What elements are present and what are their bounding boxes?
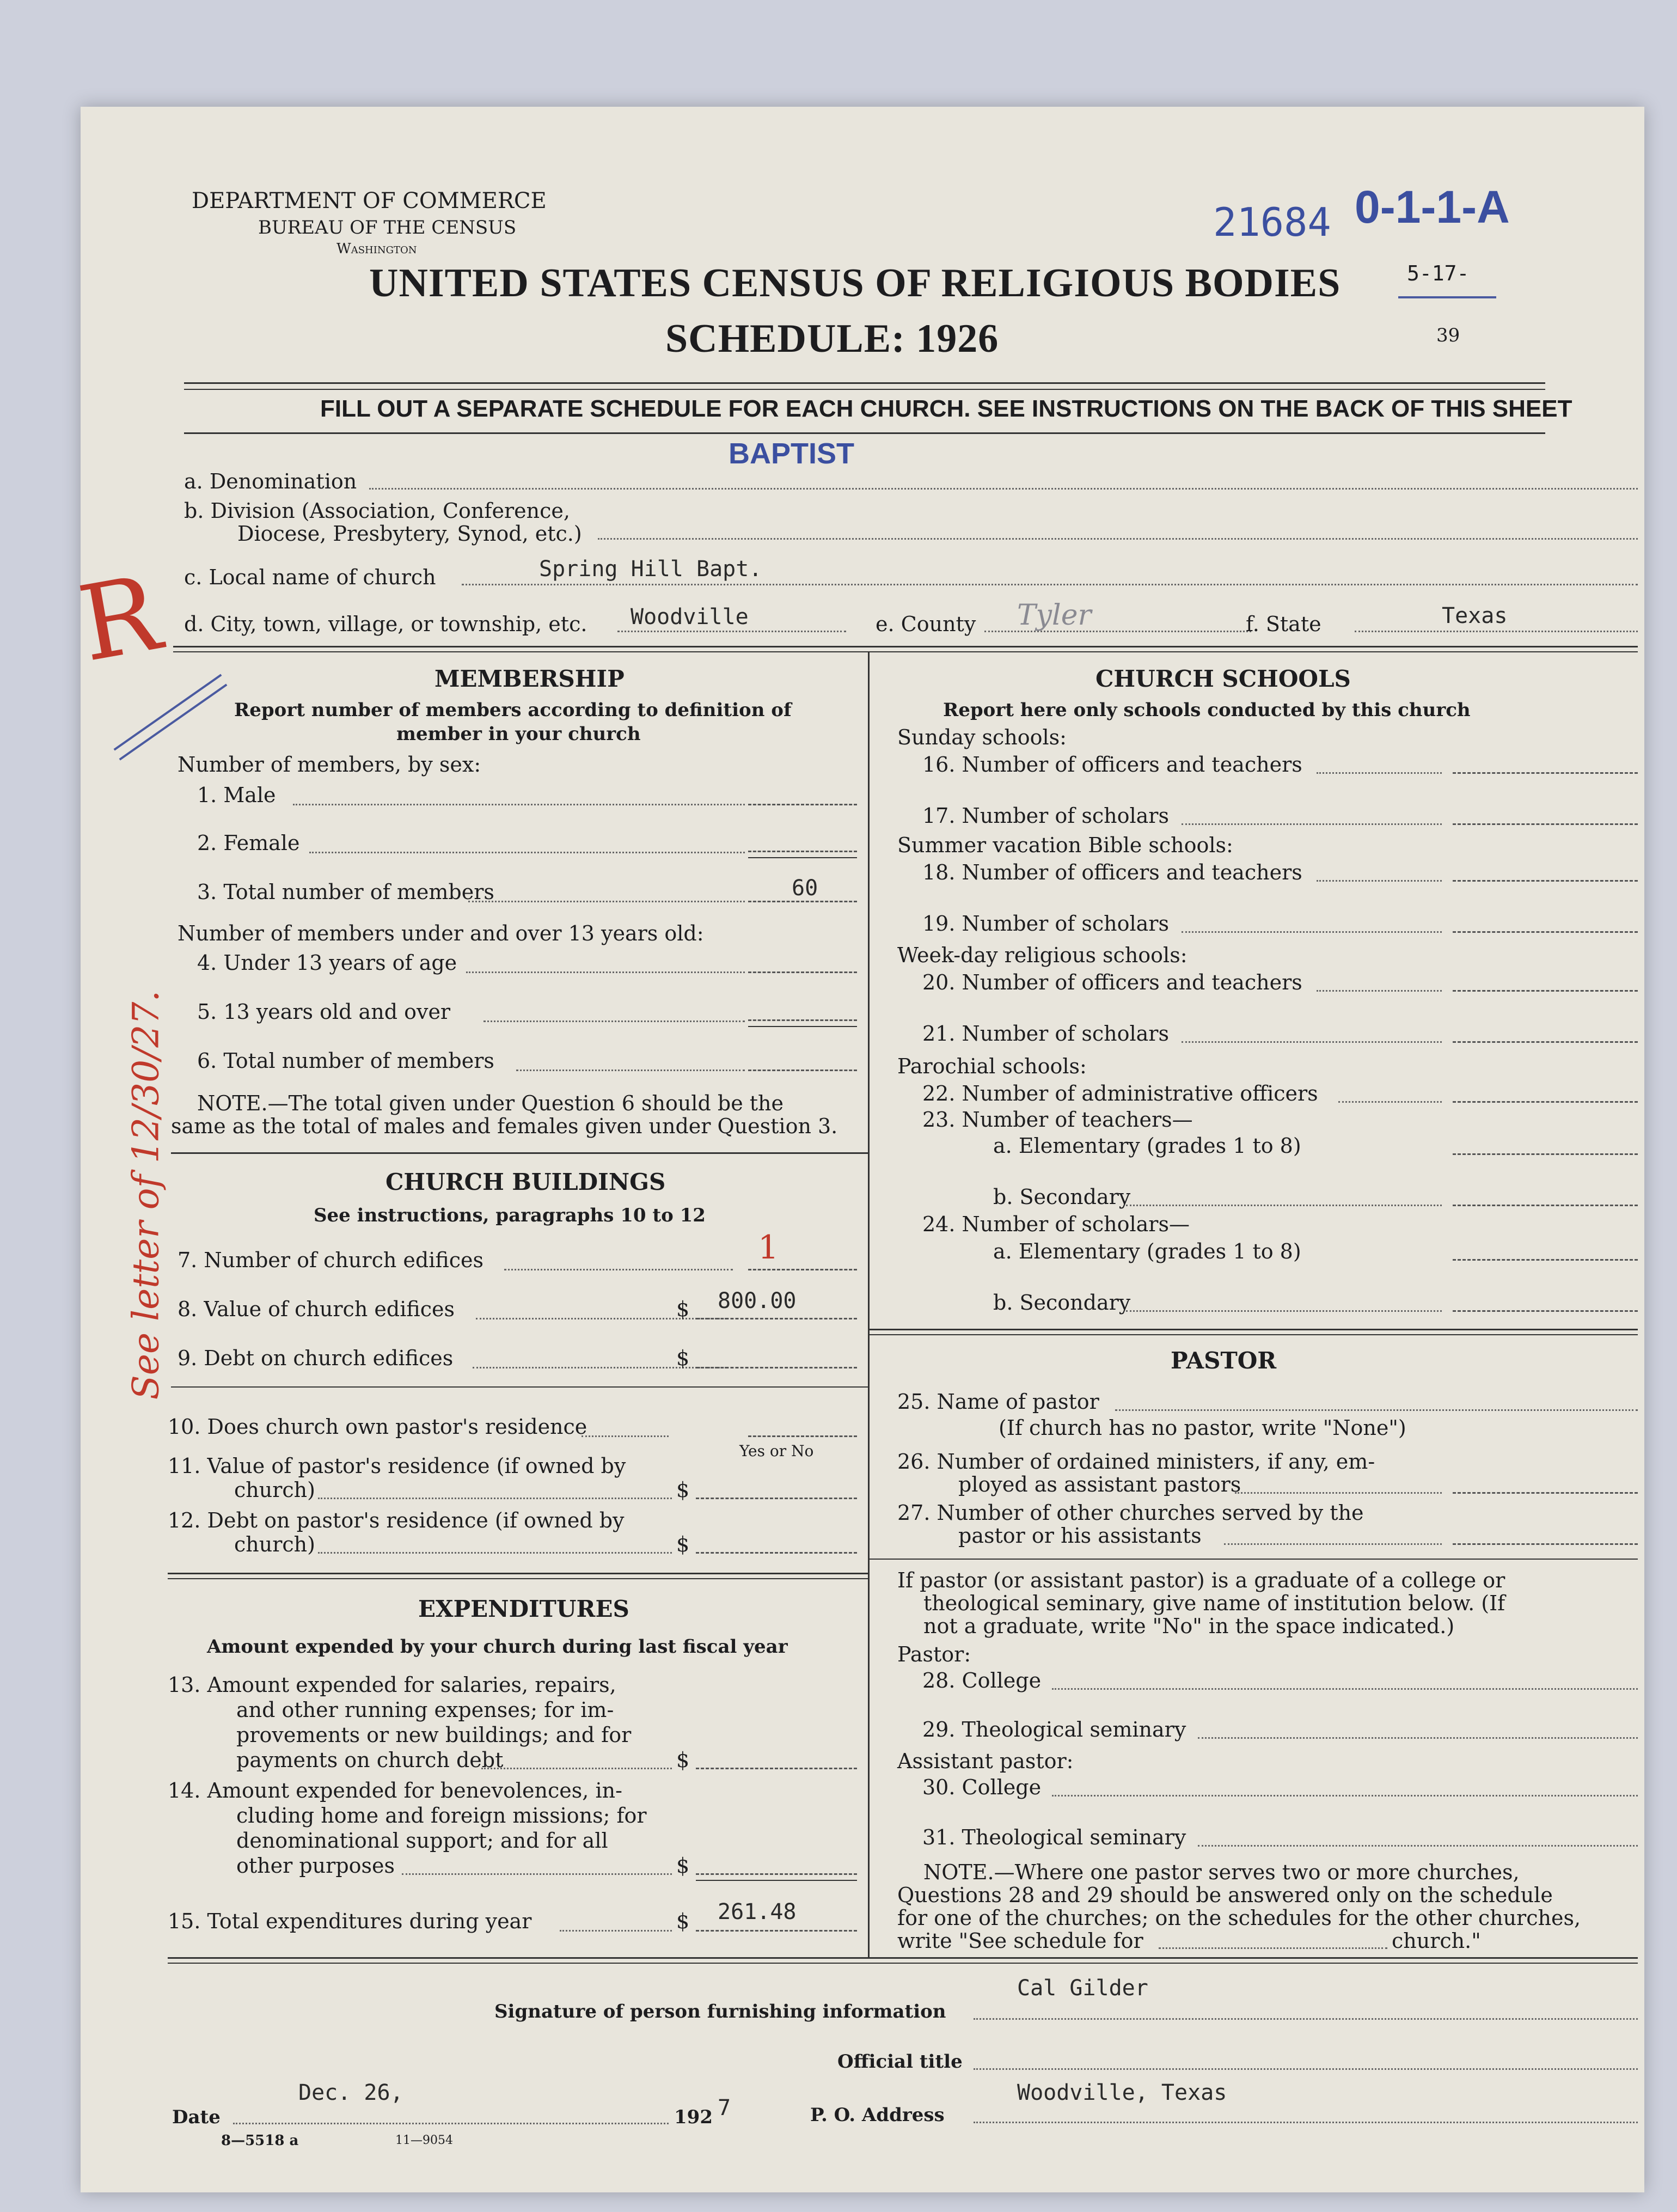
code-strike: [1398, 296, 1496, 298]
q20-line: [1317, 990, 1442, 992]
instruction-banner: FILL OUT A SEPARATE SCHEDULE FOR EACH CHURCH. SEE INSTRUCTIONS ON THE BACK OF THIS SHEET: [320, 395, 1572, 422]
q8-answer[interactable]: [696, 1318, 857, 1319]
q24-label: 24. Number of scholars—: [922, 1212, 1190, 1236]
q23b-label: b. Secondary: [993, 1185, 1131, 1209]
pastor-rule: [868, 1559, 1638, 1560]
q5-underline: [748, 1026, 857, 1027]
q23-label: 23. Number of teachers—: [922, 1108, 1193, 1132]
q15-dollar: $: [676, 1909, 690, 1933]
expenditures-heading: EXPENDITURES: [418, 1596, 629, 1622]
official-title-label: Official title: [837, 2051, 963, 2073]
q6-label: 6. Total number of members: [197, 1049, 494, 1073]
q7-label: 7. Number of church edifices: [178, 1248, 483, 1272]
q2-answer[interactable]: [748, 851, 857, 852]
year-digit: 7: [718, 2095, 731, 2121]
q3-label: 3. Total number of members: [197, 880, 494, 904]
q14-label-3: denominational support; and for all: [236, 1829, 608, 1853]
q6-answer[interactable]: [748, 1070, 857, 1071]
q12-label-1: 12. Debt on pastor's residence (if owned by: [168, 1508, 625, 1532]
q16-line: [1317, 772, 1442, 774]
q19-answer[interactable]: [1453, 931, 1638, 933]
official-title-line[interactable]: [974, 2068, 1638, 2070]
q17-answer[interactable]: [1453, 823, 1638, 825]
q14-line: [402, 1873, 672, 1875]
city-label-field: d. City, town, village, or township, etc.: [184, 612, 587, 636]
q14-answer[interactable]: [696, 1873, 857, 1875]
signature-line[interactable]: [974, 2018, 1638, 2020]
q17-line: [1182, 823, 1442, 825]
q10-label: 10. Does church own pastor's residence: [168, 1415, 587, 1439]
ident-rule-2: [173, 651, 1638, 652]
age-header: Number of members under and over 13 years old:: [178, 921, 704, 945]
schools-sub: Report here only schools conducted by this church: [943, 699, 1471, 721]
q24b-label: b. Secondary: [993, 1291, 1131, 1315]
q12-label-2: church): [234, 1532, 315, 1556]
q10-line: [582, 1435, 669, 1437]
q14-dollar: $: [676, 1854, 690, 1878]
yes-no-hint: Yes or No: [739, 1442, 814, 1460]
q28-line[interactable]: [1052, 1688, 1638, 1690]
q14-label-4: other purposes: [236, 1854, 395, 1878]
q22-label: 22. Number of administrative officers: [922, 1081, 1318, 1105]
date-value: Dec. 26,: [298, 2080, 403, 2105]
pastor-note-5: church.": [1392, 1929, 1481, 1953]
q22-answer[interactable]: [1453, 1101, 1638, 1103]
q14-underline: [696, 1880, 857, 1881]
buildings-sub: See instructions, paragraphs 10 to 12: [314, 1205, 706, 1226]
pastor-note-2: Questions 28 and 29 should be answered only on the schedule: [897, 1883, 1553, 1907]
pastor-note-3: for one of the churches; on the schedules for the other churches,: [897, 1906, 1581, 1930]
buildings-rule: [171, 1386, 868, 1388]
q30-label: 30. College: [922, 1775, 1042, 1799]
city-line[interactable]: [617, 631, 846, 632]
q28-label: 28. College: [922, 1669, 1042, 1692]
county-label: e. County: [876, 612, 976, 636]
q18-answer[interactable]: [1453, 880, 1638, 882]
buildings-heading: CHURCH BUILDINGS: [385, 1169, 666, 1195]
blue-check-mark-1: [114, 674, 222, 751]
q27-answer[interactable]: [1453, 1543, 1638, 1545]
q3-answer[interactable]: [748, 901, 857, 902]
membership-rule: [171, 1152, 868, 1154]
weekday-label: Week-day religious schools:: [897, 943, 1188, 967]
q1-line: [293, 804, 745, 805]
header-rule-2: [184, 389, 1545, 390]
q13-label-1: 13. Amount expended for salaries, repairs,: [168, 1673, 616, 1697]
q7-line: [504, 1269, 733, 1270]
q18-label: 18. Number of officers and teachers: [922, 860, 1302, 884]
q13-answer[interactable]: [696, 1768, 857, 1769]
buildings-bottom-rule-2: [168, 1578, 868, 1579]
q7-value: 1: [758, 1229, 779, 1267]
q12-line: [318, 1552, 672, 1554]
q3-line: [468, 901, 745, 902]
header-rule-1: [184, 382, 1545, 384]
by-sex-label: Number of members, by sex:: [178, 753, 481, 777]
q21-line: [1182, 1041, 1442, 1043]
q19-label: 19. Number of scholars: [922, 912, 1169, 936]
q14-label-1: 14. Amount expended for benevolences, in-: [168, 1779, 622, 1802]
division-line[interactable]: [598, 538, 1638, 540]
q6-line: [516, 1070, 745, 1071]
q5-line: [483, 1021, 745, 1022]
pastor-note-4: write "See schedule for: [897, 1929, 1143, 1953]
q26-label-2: ployed as assistant pastors: [958, 1472, 1241, 1496]
pastor-note-1: NOTE.—Where one pastor serves two or more churches,: [923, 1860, 1520, 1884]
code-bottom: 39: [1436, 325, 1460, 346]
q24b-answer[interactable]: [1453, 1310, 1638, 1312]
q8-value: 800.00: [718, 1288, 797, 1313]
division-label-2: Diocese, Presbytery, Synod, etc.): [237, 522, 582, 546]
city-value: Woodville: [631, 604, 749, 630]
schools-rule: [868, 1329, 1638, 1330]
expenditures-sub: Amount expended by your church during last fiscal year: [207, 1636, 788, 1658]
q31-label: 31. Theological seminary: [922, 1825, 1186, 1849]
q1-label: 1. Male: [197, 783, 276, 807]
stamp-code: 0-1-1-A: [1355, 181, 1510, 233]
state-label: f. State: [1246, 612, 1321, 636]
q20-answer[interactable]: [1453, 990, 1638, 992]
sunday-label: Sunday schools:: [897, 725, 1067, 749]
q30-line[interactable]: [1052, 1795, 1638, 1797]
q12-dollar: $: [676, 1532, 690, 1556]
q11-dollar: $: [676, 1478, 690, 1502]
ident-rule: [173, 646, 1638, 647]
form-title: UNITED STATES CENSUS OF RELIGIOUS BODIES: [369, 261, 1341, 305]
q13-label-3: provements or new buildings; and for: [236, 1723, 632, 1747]
q9-answer[interactable]: [696, 1367, 857, 1368]
q21-answer[interactable]: [1453, 1041, 1638, 1043]
margin-note: See letter of 12/30/27.: [125, 990, 167, 1400]
church-name-label: c. Local name of church: [184, 565, 436, 589]
city-label: Washington: [336, 241, 417, 257]
q5-answer[interactable]: [748, 1019, 857, 1021]
q8-dollar: $: [676, 1297, 690, 1321]
q11-label-2: church): [234, 1478, 315, 1502]
assistant-subhead: Assistant pastor:: [897, 1749, 1074, 1773]
q27-label-2: pastor or his assistants: [958, 1524, 1202, 1548]
division-label-1: b. Division (Association, Conference,: [184, 499, 570, 523]
q25-line[interactable]: [1115, 1409, 1638, 1411]
see-schedule-line[interactable]: [1159, 1947, 1387, 1949]
q18-line: [1317, 880, 1442, 882]
q29-label: 29. Theological seminary: [922, 1718, 1186, 1742]
pastor-subhead: Pastor:: [897, 1642, 971, 1666]
state-line[interactable]: [1355, 631, 1638, 632]
q2-underline: [748, 857, 857, 858]
q5-label: 5. 13 years old and over: [197, 1000, 451, 1024]
q9-label: 9. Debt on church edifices: [178, 1346, 454, 1370]
q25-label: 25. Name of pastor: [897, 1390, 1099, 1414]
date-line[interactable]: [233, 2123, 669, 2124]
state-value: Texas: [1442, 603, 1508, 628]
q1-answer[interactable]: [748, 804, 857, 805]
code-top: 5-17-: [1407, 261, 1470, 285]
q27-line: [1224, 1543, 1442, 1545]
membership-note-2: same as the total of males and females given under Question 3.: [171, 1114, 838, 1138]
q14-label-2: cluding home and foreign missions; for: [236, 1804, 647, 1828]
membership-sub2: member in your church: [396, 723, 641, 745]
print-number: 11—9054: [395, 2134, 453, 2147]
q16-answer[interactable]: [1453, 772, 1638, 774]
q31-line[interactable]: [1198, 1845, 1638, 1847]
schools-rule-2: [868, 1334, 1638, 1335]
q16-label: 16. Number of officers and teachers: [922, 753, 1302, 777]
po-address-line[interactable]: [974, 2122, 1638, 2123]
q4-line: [466, 971, 745, 973]
q23a-answer[interactable]: [1453, 1153, 1638, 1155]
column-divider: [868, 651, 870, 1957]
membership-note-1: NOTE.—The total given under Question 6 should be the: [197, 1091, 784, 1115]
bottom-rule: [168, 1957, 1638, 1959]
denomination-label: a. Denomination: [184, 469, 357, 493]
denomination-stamp: BAPTIST: [729, 437, 855, 470]
q13-line: [481, 1768, 672, 1769]
q13-label-4: payments on church debt: [236, 1748, 504, 1772]
county-value: Tyler: [1017, 599, 1092, 632]
stamp-number: 21684: [1213, 199, 1331, 245]
q11-line: [318, 1498, 672, 1499]
denomination-line[interactable]: [369, 488, 1638, 490]
po-address-label: P. O. Address: [810, 2104, 945, 2126]
q25-note: (If church has no pastor, write "None"): [999, 1416, 1406, 1440]
q11-label-1: 11. Value of pastor's residence (if owned by: [168, 1454, 626, 1478]
q26-label-1: 26. Number of ordained ministers, if any, em-: [897, 1450, 1375, 1474]
date-label: Date: [172, 2106, 221, 2128]
bottom-rule-2: [168, 1963, 1638, 1964]
parochial-label: Parochial schools:: [897, 1054, 1087, 1078]
q23b-line: [1126, 1205, 1442, 1206]
q24b-line: [1126, 1310, 1442, 1312]
q15-value: 261.48: [718, 1899, 797, 1924]
q27-label-1: 27. Number of other churches served by the: [897, 1501, 1364, 1525]
schools-heading: CHURCH SCHOOLS: [1095, 665, 1351, 692]
q2-line: [309, 852, 745, 853]
q4-label: 4. Under 13 years of age: [197, 951, 457, 975]
q10-answer[interactable]: [748, 1435, 857, 1437]
q11-answer[interactable]: [696, 1498, 857, 1499]
red-r-annotation: R: [70, 553, 169, 685]
q26-line: [1235, 1492, 1442, 1494]
census-schedule-sheet: [70, 107, 1644, 2192]
church-name-line[interactable]: [462, 584, 1638, 585]
q8-label: 8. Value of church edifices: [178, 1297, 455, 1321]
q13-label-2: and other running expenses; for im-: [236, 1698, 614, 1722]
q22-line: [1338, 1101, 1442, 1103]
q26-answer[interactable]: [1453, 1492, 1638, 1494]
q21-label: 21. Number of scholars: [922, 1022, 1169, 1046]
graduate-text-3: not a graduate, write "No" in the space indicated.): [923, 1614, 1455, 1638]
q3-value: 60: [792, 876, 818, 901]
schedule-year: SCHEDULE: 1926: [665, 316, 999, 361]
q24a-label: a. Elementary (grades 1 to 8): [993, 1239, 1301, 1263]
membership-sub1: Report number of members according to definition of: [234, 699, 792, 721]
q17-label: 17. Number of scholars: [922, 804, 1169, 828]
signature-value: Cal Gilder: [1017, 1976, 1148, 2001]
q23a-label: a. Elementary (grades 1 to 8): [993, 1134, 1301, 1158]
q23b-answer[interactable]: [1453, 1205, 1638, 1206]
q19-line: [1182, 931, 1442, 933]
buildings-bottom-rule: [168, 1573, 868, 1574]
church-name-value: Spring Hill Bapt.: [539, 557, 762, 582]
q24a-answer[interactable]: [1453, 1259, 1638, 1261]
q7-answer[interactable]: [748, 1269, 857, 1270]
summer-label: Summer vacation Bible schools:: [897, 833, 1233, 857]
q13-dollar: $: [676, 1748, 690, 1772]
blue-check-mark-2: [119, 684, 228, 761]
q12-answer[interactable]: [696, 1552, 857, 1554]
membership-heading: MEMBERSHIP: [434, 665, 625, 692]
q9-dollar: $: [676, 1346, 690, 1370]
q2-label: 2. Female: [197, 831, 300, 855]
q15-label: 15. Total expenditures during year: [168, 1909, 532, 1933]
q15-line: [560, 1930, 672, 1932]
q4-answer[interactable]: [748, 971, 857, 973]
q20-label: 20. Number of officers and teachers: [922, 970, 1302, 994]
q29-line[interactable]: [1198, 1737, 1638, 1739]
county-line[interactable]: [984, 631, 1251, 632]
signature-label: Signature of person furnishing information: [494, 2001, 946, 2022]
header-rule-3: [184, 432, 1545, 434]
q15-answer[interactable]: [696, 1930, 857, 1932]
bureau-label: BUREAU OF THE CENSUS: [258, 217, 517, 239]
graduate-text-2: theological seminary, give name of institution below. (If: [923, 1591, 1505, 1615]
form-number: 8—5518 a: [221, 2132, 299, 2149]
po-address-value: Woodville, Texas: [1017, 2080, 1227, 2105]
graduate-text-1: If pastor (or assistant pastor) is a graduate of a college or: [897, 1568, 1505, 1592]
year-prefix: 192: [674, 2106, 713, 2128]
department-label: DEPARTMENT OF COMMERCE: [192, 188, 547, 213]
pastor-heading: PASTOR: [1171, 1347, 1277, 1374]
